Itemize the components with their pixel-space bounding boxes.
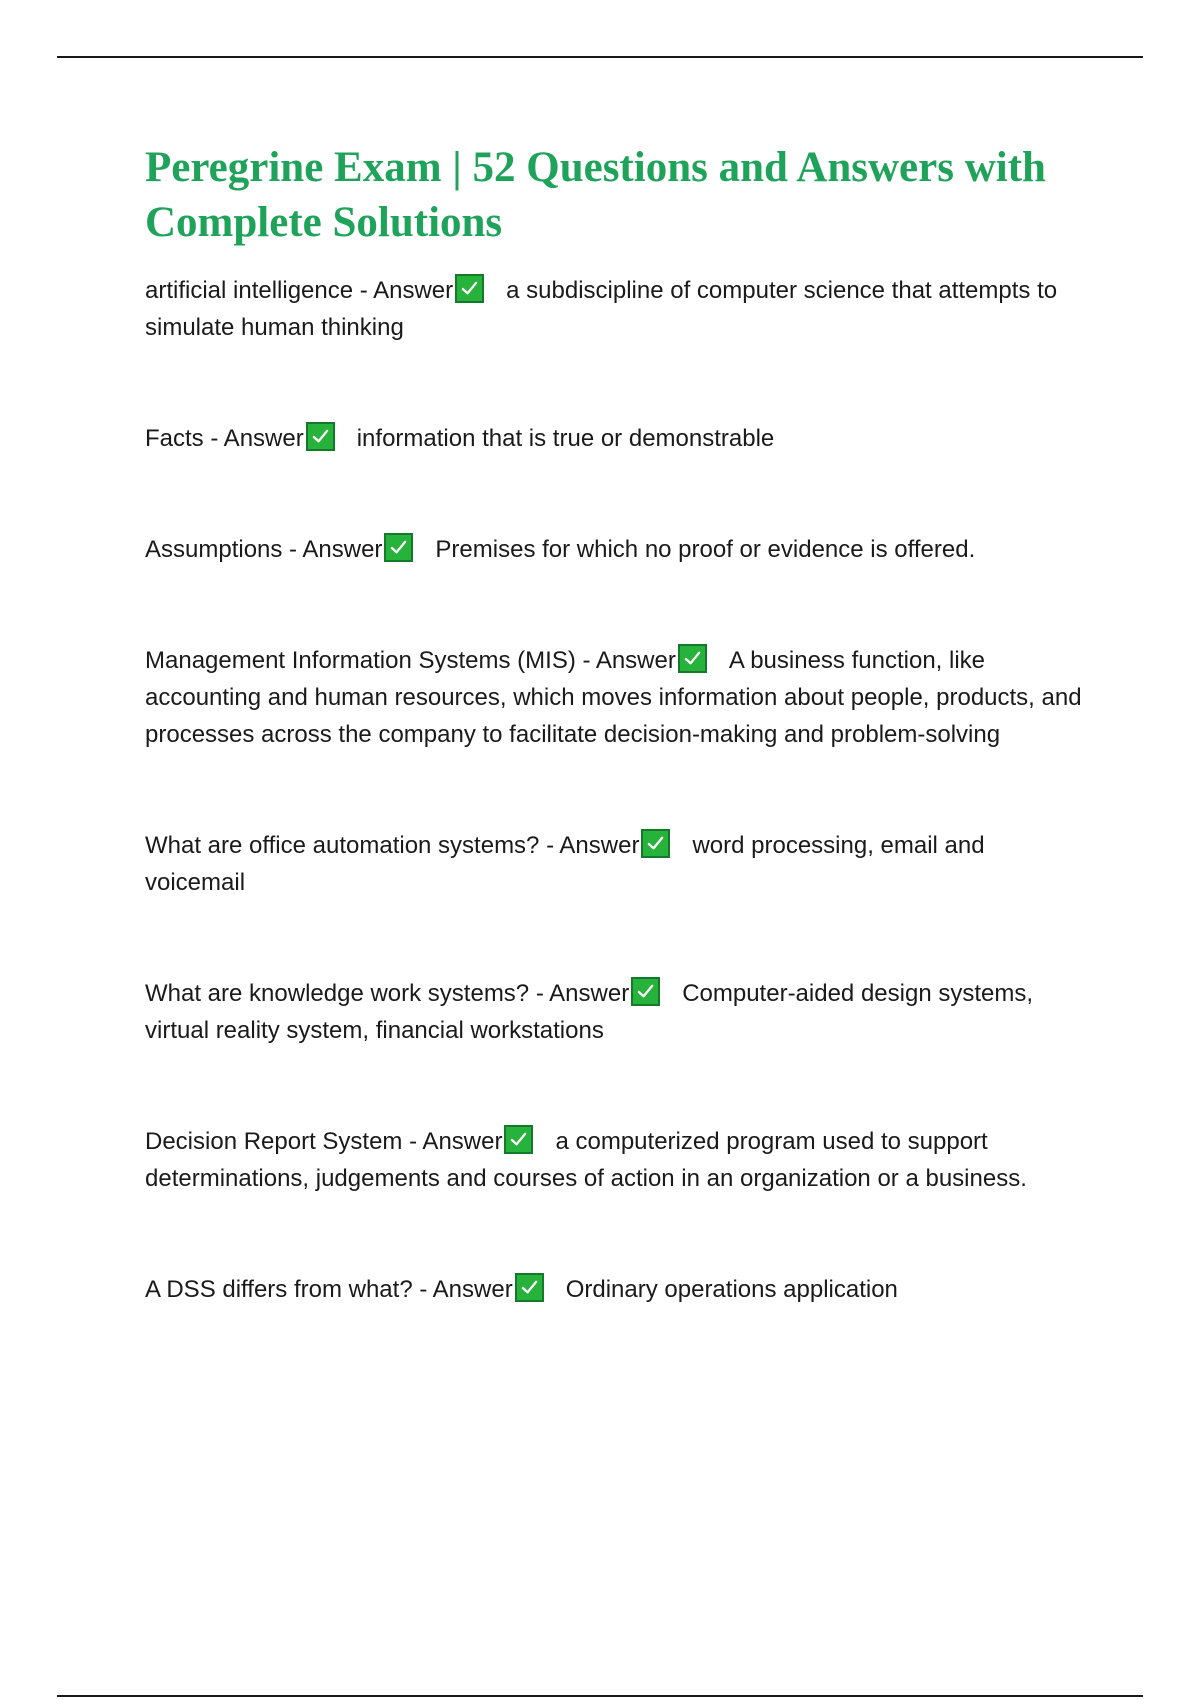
question-text: A DSS differs from what? - Answer (145, 1276, 513, 1303)
question-text: Facts - Answer (145, 425, 304, 452)
answer-text: Computer-aided design systems, virtual reality system, financial workstations (145, 980, 1034, 1044)
answer-text: Premises for which no proof or evidence is offered. (435, 536, 976, 563)
check-mark-icon (504, 1125, 533, 1154)
check-mark-icon (515, 1273, 544, 1302)
question-text: Assumptions - Answer (145, 536, 383, 563)
qa-list (145, 272, 1085, 1308)
check-mark-icon (678, 644, 707, 673)
footer-rule (57, 1695, 1143, 1697)
answer-text: a computerized program used to support determinations, judgements and courses of action in an organization or a business. (145, 1128, 1027, 1192)
qa-item (145, 827, 1085, 901)
qa-item (145, 272, 1085, 346)
answer-text: A business function, like accounting and human resources, which moves information about people, products, and processes across the company to facilitate decision-making and problem-solving (145, 647, 1082, 748)
document-title: Peregrine Exam | 52 Questions and Answers with Complete Solutions (145, 144, 1046, 246)
check-mark-icon (641, 829, 670, 858)
qa-item (145, 1271, 1085, 1308)
question-text: What are knowledge work systems? - Answer (145, 980, 630, 1007)
check-mark-icon (384, 533, 413, 562)
answer-text: word processing, email and voicemail (145, 832, 985, 896)
qa-item (145, 531, 1085, 568)
check-mark-icon (631, 977, 660, 1006)
qa-item (145, 642, 1085, 753)
qa-item (145, 1123, 1085, 1197)
answer-text: Ordinary operations application (565, 1276, 898, 1303)
document-body (145, 140, 1085, 1308)
check-mark-icon (306, 422, 335, 451)
answer-text: a subdiscipline of computer science that attempts to simulate human thinking (145, 277, 1058, 341)
question-text: artificial intelligence - Answer (145, 277, 454, 304)
qa-item (145, 975, 1085, 1049)
question-text: What are office automation systems? - Answer (145, 832, 640, 859)
check-mark-icon (455, 274, 484, 303)
header-rule (57, 56, 1143, 58)
answer-text: information that is true or demonstrable (356, 425, 775, 452)
qa-item (145, 420, 1085, 457)
question-text: Management Information Systems (MIS) - Answer (145, 647, 676, 674)
question-text: Decision Report System - Answer (145, 1128, 503, 1155)
